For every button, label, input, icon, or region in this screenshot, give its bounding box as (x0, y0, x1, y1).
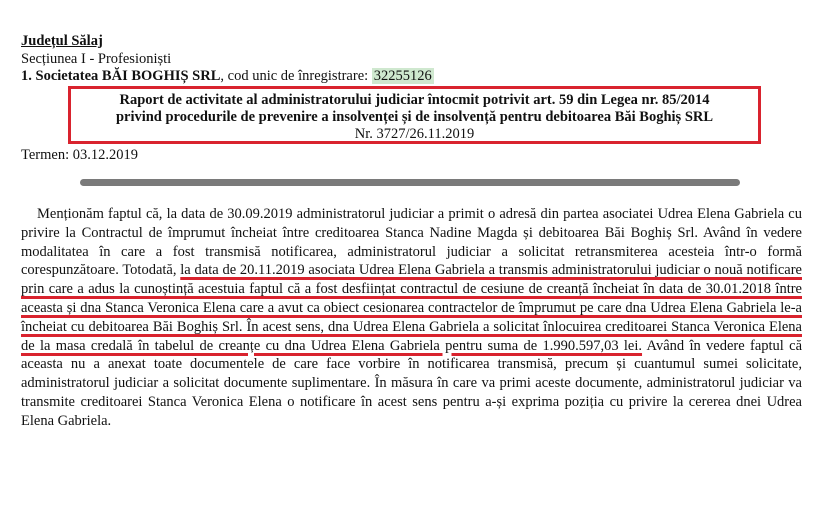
company-line (21, 67, 434, 85)
report-title-line-1: Raport de activitate al administratorului judiciar întocmit potrivit art. 59 din Legea nr. 85/2014 (119, 92, 710, 108)
county-heading: Județul Sălaj (21, 33, 103, 49)
company-code: 32255126 (373, 68, 432, 84)
separator-rule (80, 179, 740, 186)
body-paragraph (21, 205, 802, 431)
body-text-part-2: Având în vedere faptul că aceasta nu a anexat toate documentele de care face vorbire în notificarea transmisă, precum și cuantumul sumei solicitate, administratorul judiciar a solicitat documente suplimentare. În măsura în care va primi aceste documente, administratorul judiciar va transmite creditoarei Stanca Veronica Elena o notificare în acest sens pentru a-și exprima poziția cu privire la cererea dnei Udrea Elena Gabriela. (21, 337, 803, 429)
section-label: Secțiunea I - Profesioniști (21, 51, 172, 67)
term-date: Termen: 03.12.2019 (21, 147, 138, 163)
company-name: 1. Societatea BĂI BOGHIȘ SRL (21, 68, 221, 84)
report-number: Nr. 3727/26.11.2019 (354, 126, 475, 142)
report-title-box (68, 86, 761, 144)
company-code-label: , cod unic de înregistrare: (220, 68, 372, 84)
report-title-line-2: privind procedurile de prevenire a insolvenței și de insolvență pentru debitoarea Băi Boghiș SRL (115, 109, 714, 125)
body-text-part-1: Menționăm faptul că, la data de 30.09.2019 administratorul judiciar a primit o adresă din partea asociatei Udrea Elena Gabriela cu privire la Contractul de împrumut încheiat între creditoarea Stanca Nadine Magda și debitoarea Băi Boghiș Srl. Având în vedere modalitatea în care a fost transmisă notificarea, administratorul judiciar a solicitat retransmiterea acesteia într-o formă corespunzătoare. Totodată, (21, 206, 802, 279)
highlighted-passage: la data de 20.11.2019 asociata Udrea Elena Gabriela a transmis administratorului judiciar o nouă notificare prin care a adus la cunoștință acestuia faptul că a fost desființat contractul de cesiune de creanță încheiat în data de 30.01.2018 între aceasta și dna Stanca Veronica Elena care a avut ca obiect cesionarea contractelor de împrumut pe care dna Udrea Elena Gabriela le-a încheiat cu debitoarea Băi Boghiș Srl. În acest sens, dna Udrea Elena Gabriela a solicitat înlocuirea creditoarei Stanca Veronica Elena de la masa credală în tabelul de creanțe cu dna Udrea Elena Gabriela pentru suma de 1.990.597,03 lei. (21, 262, 802, 354)
